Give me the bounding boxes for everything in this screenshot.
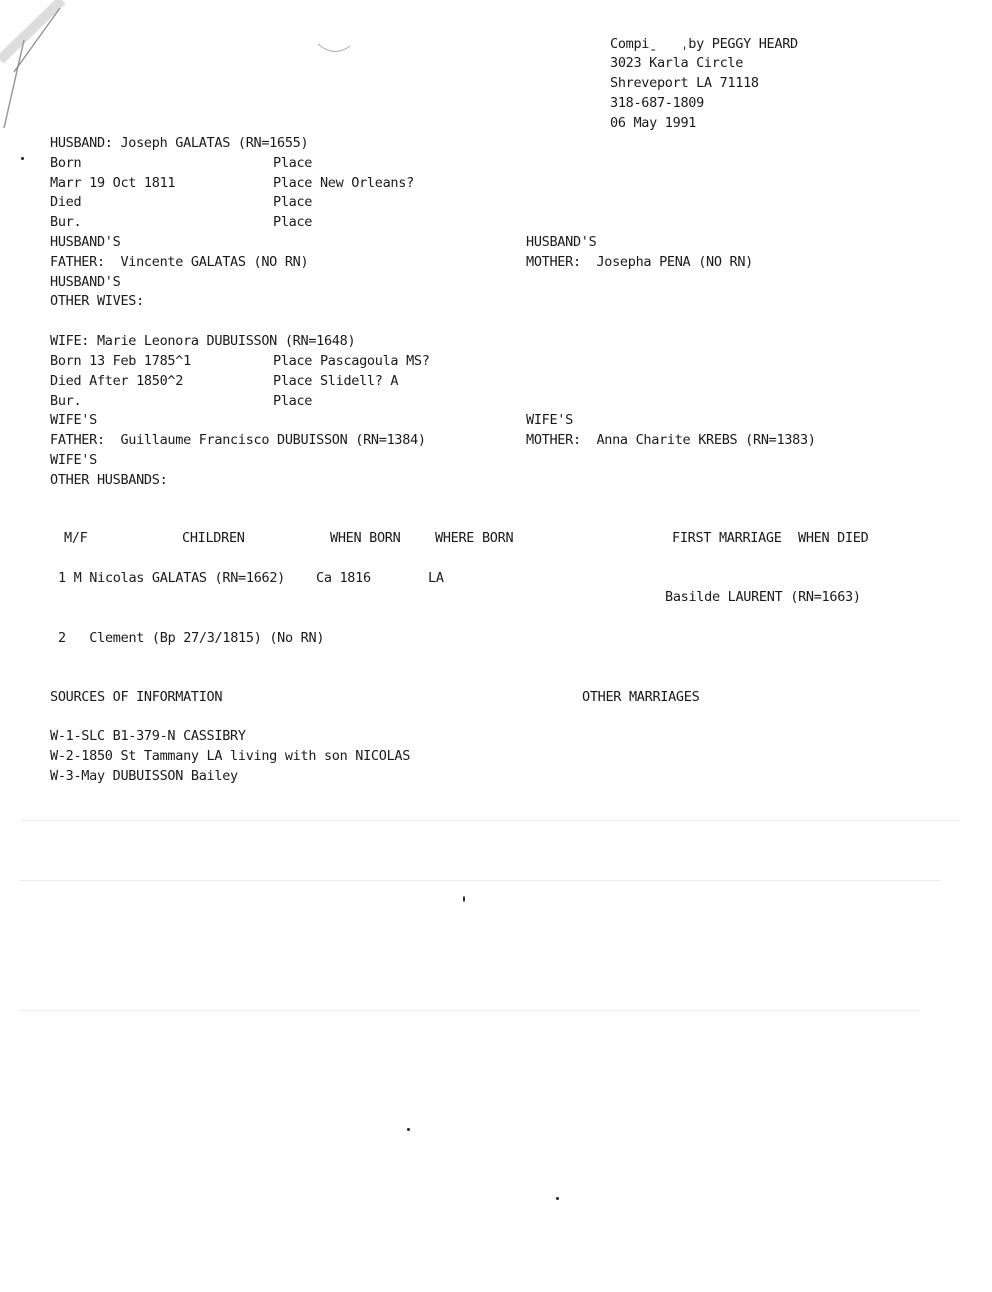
child-entry: 2 Clement (Bp 27/3/1815) (No RN)	[58, 630, 325, 646]
scan-speck	[21, 157, 24, 160]
header-when-born: WHEN BORN	[330, 530, 401, 546]
husband-marriage: Marr 19 Oct 1811	[50, 175, 176, 191]
sources-heading: SOURCES OF INFORMATION	[50, 689, 223, 705]
husband-other-prefix: HUSBAND'S	[50, 274, 121, 290]
scan-speck	[556, 1197, 559, 1200]
bleed-through-line	[20, 820, 960, 821]
husband-mother: MOTHER: Josepha PENA (NO RN)	[526, 254, 754, 270]
header-when-died: WHEN DIED	[798, 530, 869, 546]
husband-name: HUSBAND: Joseph GALATAS (RN=1655)	[50, 135, 309, 151]
source-item: W-2-1850 St Tammany LA living with son NICOLAS	[50, 748, 411, 764]
source-item: W-3-May DUBUISSON Bailey	[50, 768, 238, 784]
compiler-city: Shreveport LA 71118	[610, 75, 759, 91]
husband-born-label: Born	[50, 155, 82, 171]
scan-speck	[407, 1128, 410, 1131]
husband-marriage-place: Place New Orleans?	[273, 175, 414, 191]
husband-mother-prefix: HUSBAND'S	[526, 234, 597, 250]
source-item: W-1-SLC B1-379-N CASSIBRY	[50, 728, 246, 744]
bleed-through-line	[20, 880, 940, 881]
husband-father-prefix: HUSBAND'S	[50, 234, 121, 250]
husband-other-wives: OTHER WIVES:	[50, 293, 144, 309]
bleed-through-line	[20, 1010, 920, 1011]
scan-corner-mark	[0, 0, 80, 130]
wife-mother: MOTHER: Anna Charite KREBS (RN=1383)	[526, 432, 816, 448]
scan-smudge	[316, 40, 356, 60]
wife-born-place: Place Pascagoula MS?	[273, 353, 430, 369]
header-where-born: WHERE BORN	[435, 530, 514, 546]
compiler-street: 3023 Karla Circle	[610, 55, 744, 71]
wife-burial-place: Place	[273, 393, 313, 409]
wife-name: WIFE: Marie Leonora DUBUISSON (RN=1648)	[50, 333, 356, 349]
husband-born-place: Place	[273, 155, 313, 171]
child-where-born: LA	[428, 570, 444, 586]
header-children: CHILDREN	[182, 530, 245, 546]
child-spouse: Basilde LAURENT (RN=1663)	[665, 589, 861, 605]
child-when-born: Ca 1816	[316, 570, 371, 586]
wife-other-prefix: WIFE'S	[50, 452, 97, 468]
other-marriages-heading: OTHER MARRIAGES	[582, 689, 700, 705]
wife-burial-label: Bur.	[50, 393, 82, 409]
wife-mother-prefix: WIFE'S	[526, 412, 573, 428]
wife-father-prefix: WIFE'S	[50, 412, 97, 428]
wife-born: Born 13 Feb 1785^1	[50, 353, 191, 369]
husband-died-label: Died	[50, 194, 82, 210]
header-mf: M/F	[64, 530, 88, 546]
husband-father: FATHER: Vincente GALATAS (NO RN)	[50, 254, 309, 270]
husband-burial-place: Place	[273, 214, 313, 230]
wife-died-place: Place Slidell? A	[273, 373, 399, 389]
wife-father: FATHER: Guillaume Francisco DUBUISSON (RN=1384)	[50, 432, 426, 448]
header-first-marriage: FIRST MARRIAGE	[672, 530, 782, 546]
wife-other-husbands: OTHER HUSBANDS:	[50, 472, 168, 488]
compiler-name: Compiˍ ˌby PEGGY HEARD	[610, 36, 798, 52]
compiler-phone: 318-687-1809	[610, 95, 704, 111]
wife-died: Died After 1850^2	[50, 373, 184, 389]
husband-burial-label: Bur.	[50, 214, 82, 230]
scan-speck	[463, 896, 465, 902]
husband-died-place: Place	[273, 194, 313, 210]
child-entry: 1 M Nicolas GALATAS (RN=1662)	[58, 570, 286, 586]
compiler-date: 06 May 1991	[610, 115, 697, 131]
